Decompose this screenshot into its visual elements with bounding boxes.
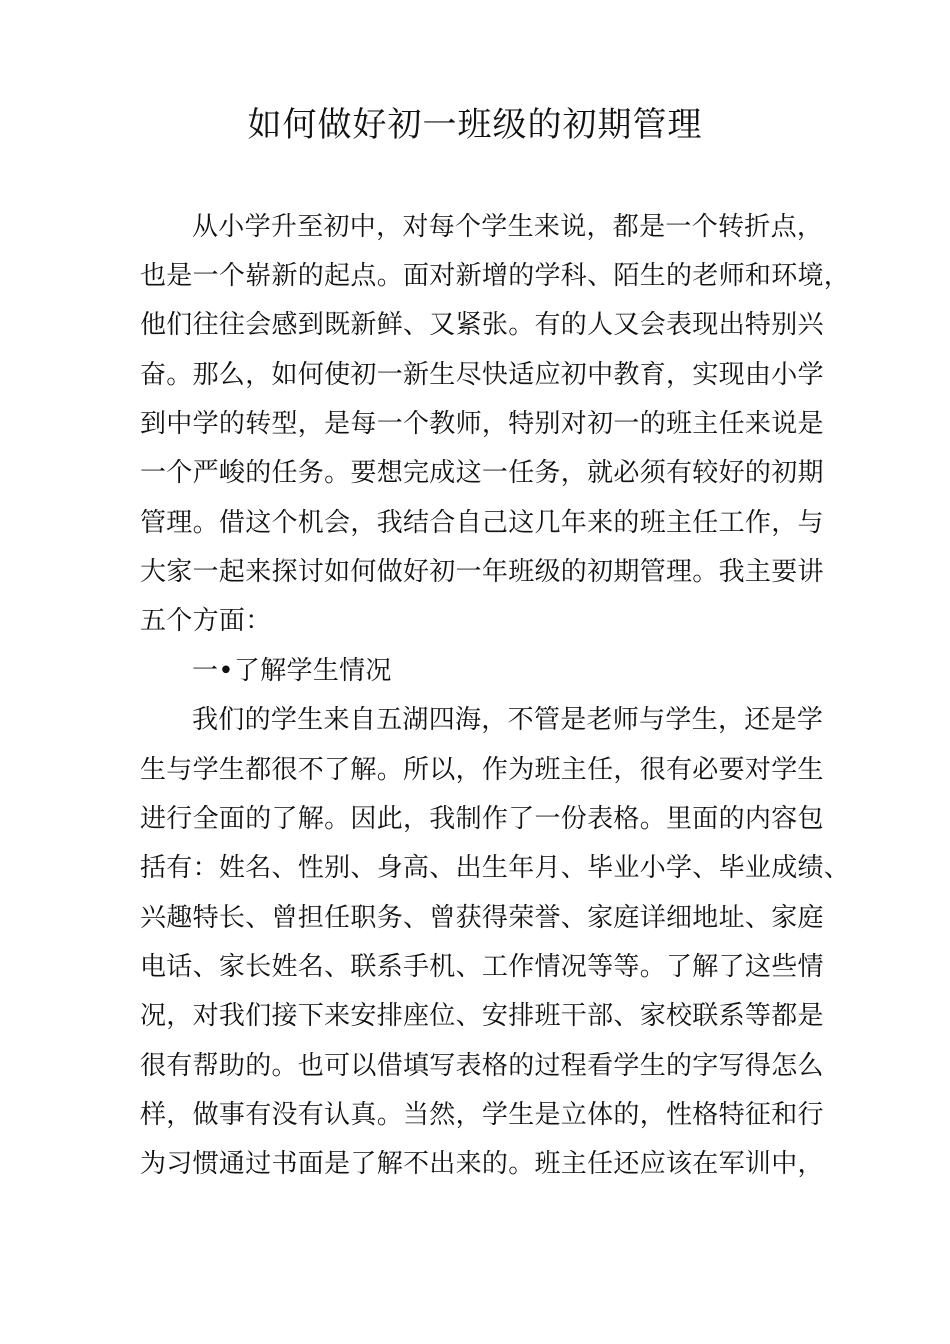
paragraph-line: 他们往往会感到既新鲜、又紧张。有的人又会表现出特别兴 [140,310,824,340]
paragraph-line: 为习惯通过书面是了解不出来的。班主任还应该在军训中， [140,1149,824,1179]
paragraph-line: 生与学生都很不了解。所以，作为班主任，很有必要对学生 [140,755,824,785]
paragraph-line: 从小学升至初中，对每个学生来说，都是一个转折点， [192,212,824,242]
paragraph-line: 也是一个崭新的起点。面对新增的学科、陌生的老师和环境， [140,261,851,291]
paragraph-line: 进行全面的了解。因此，我制作了一份表格。里面的内容包 [140,804,824,834]
paragraph-line: 五个方面： [140,606,272,636]
paragraph-line: 况，对我们接下来安排座位、安排班干部、家校联系等都是 [140,1001,824,1031]
paragraph-line: 到中学的转型，是每一个教师，特别对初一的班主任来说是 [140,409,824,439]
section-heading: 一•了解学生情况 [192,656,392,686]
paragraph-line: 我们的学生来自五湖四海，不管是老师与学生，还是学 [192,705,824,735]
paragraph-line: 奋。那么，如何使初一新生尽快适应初中教育，实现由小学 [140,360,824,390]
paragraph-line: 兴趣特长、曾担任职务、曾获得荣誉、家庭详细地址、家庭 [140,903,824,933]
paragraph-line: 管理。借这个机会，我结合自己这几年来的班主任工作，与 [140,508,824,538]
paragraph-line: 一个严峻的任务。要想完成这一任务，就必须有较好的初期 [140,458,824,488]
document-title: 如何做好初一班级的初期管理 [247,105,703,145]
paragraph-line: 大家一起来探讨如何做好初一年班级的初期管理。我主要讲 [140,557,824,587]
paragraph-line: 电话、家长姓名、联系手机、工作情况等等。了解了这些情 [140,952,824,982]
paragraph-line: 很有帮助的。也可以借填写表格的过程看学生的字写得怎么 [140,1051,824,1081]
paragraph-line: 括有：姓名、性别、身高、出生年月、毕业小学、毕业成绩、 [140,853,851,883]
paragraph-line: 样，做事有没有认真。当然，学生是立体的，性格特征和行 [140,1100,824,1130]
